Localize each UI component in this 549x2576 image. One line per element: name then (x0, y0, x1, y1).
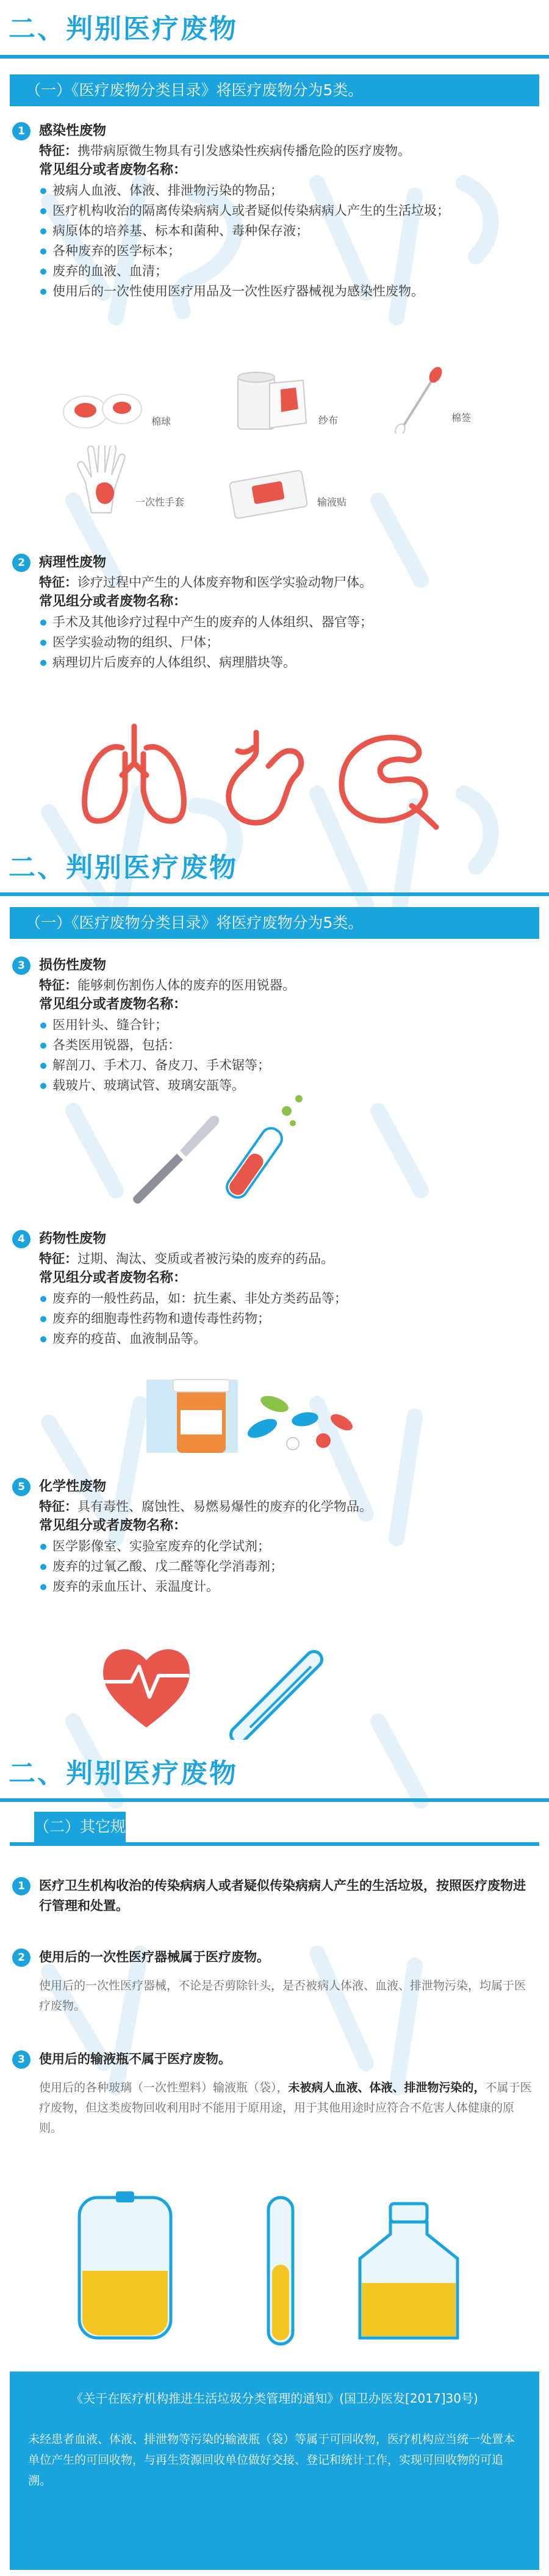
scalpel-icon (133, 1116, 219, 1204)
infusion-containers-illustration (73, 2191, 476, 2350)
section-divider-2 (0, 892, 549, 896)
components-list (39, 1289, 537, 1349)
number-badge: 3 (12, 2050, 30, 2069)
glove-illustration (73, 446, 140, 519)
section-divider-1 (0, 55, 549, 59)
list-item: 各种废弃的医学标本； (39, 241, 537, 261)
chemical-illustration (98, 1624, 439, 1740)
category-pharmaceutical (12, 1229, 537, 1349)
list-item: 被病人血液、体液、排泄物污染的物品； (39, 181, 537, 201)
category-feature: 特征：过期、淘汰、变质或者被污染的废弃的药品。 (39, 1251, 334, 1266)
number-badge: 3 (12, 957, 30, 975)
components-list (39, 1536, 537, 1597)
number-badge: 4 (12, 1230, 30, 1248)
lungs-icon (85, 726, 184, 821)
heart-monitor-icon (103, 1649, 190, 1728)
caption-infusion-patch: 输液贴 (317, 496, 347, 508)
category-chemical (12, 1477, 537, 1597)
category-feature: 特征：具有毒性、腐蚀性、易燃易爆性的废弃的化学物品。 (39, 1499, 372, 1514)
test-tube-icon (268, 2198, 293, 2344)
section-title-2: 二、判别医疗废物 (9, 852, 238, 883)
medicine-illustration (122, 1361, 427, 1471)
category-feature: 特征：诊疗过程中产生的人体废弃物和医学实验动物尸体。 (39, 575, 372, 590)
section-title-1: 二、判别医疗废物 (9, 13, 238, 45)
list-item: 废弃的一般性药品，如：抗生素、非处方类药品等； (39, 1289, 537, 1309)
category-title: 损伤性废物 (39, 958, 107, 973)
regulation-footer (10, 2372, 539, 2570)
list-item: 废弃的细胞毒性药物和遗传毒性药物； (39, 1309, 537, 1329)
infusion-bag-icon (79, 2191, 171, 2338)
components-list (39, 181, 537, 302)
other-rules-banner (10, 1812, 539, 1866)
list-item: 使用后的一次性使用医疗用品及一次性医疗器械视为感染性废物。 (39, 281, 537, 302)
list-item: 废弃的汞血压计、汞温度计。 (39, 1577, 537, 1597)
section-title-3: 二、判别医疗废物 (9, 1758, 238, 1789)
category-feature: 特征：携带病原微生物具有引发感染性疾病传播危险的医疗废物。 (39, 143, 411, 158)
list-item: 各类医用锐器，包括： (39, 1035, 537, 1055)
components-heading: 常见组分或者废物名称： (39, 594, 187, 609)
number-badge: 1 (12, 1877, 30, 1895)
pathological-icons (73, 714, 476, 830)
infusion-bottle-icon (360, 2204, 458, 2338)
number-badge: 2 (12, 554, 30, 572)
regulation-title: 《关于在医疗机构推进生活垃圾分类管理的通知》(国卫办医发[2017]30号) (71, 2391, 478, 2406)
components-list (39, 612, 537, 673)
list-item: 医用针头、缝合针； (39, 1015, 537, 1035)
section-divider-3 (0, 1798, 549, 1802)
list-item: 废弃的疫苗、血液制品等。 (39, 1329, 537, 1349)
number-badge: 5 (12, 1478, 30, 1496)
rule-2 (12, 1947, 537, 2016)
regulation-body: 未经患者血液、体液、排泄物等污染的输液瓶（袋）等属于可回收物，医疗机构应当统一处置本单位产生的可回收物，与再生资源回收单位做好交接、登记和统计工作，实现可回收物的可追溯。 (28, 2433, 515, 2487)
list-item: 废弃的血液、血清； (39, 261, 537, 281)
rule-title: 医疗卫生机构收治的传染病病人或者疑似传染病病人产生的生活垃圾，按照医疗废物进行管理和处置。 (39, 1878, 526, 1913)
rule-title: 使用后的输液瓶不属于医疗废物。 (39, 2052, 231, 2066)
category-title: 感染性废物 (39, 123, 107, 139)
rule-text: 使用后的各种玻璃（一次性塑料）输液瓶（袋），未被病人血液、体液、排泄物污染的，不属于医疗废物，但这类废物回收利用时不能用于原用途，用于其他用途时应符合不危害人体健康的原则。 (39, 2081, 532, 2135)
gauze-illustration (232, 365, 311, 438)
caption-gauze: 纱布 (318, 414, 339, 426)
thermometer-icon (228, 1648, 325, 1740)
caption-glove: 一次性手套 (135, 496, 185, 508)
list-item: 医学实验动物的组织、尸体； (39, 632, 537, 653)
category-infectious (12, 121, 537, 302)
components-heading: 常见组分或者废物名称： (39, 1518, 187, 1533)
category-title: 病理性废物 (39, 555, 107, 570)
stomach-icon (229, 733, 301, 823)
rule-title: 使用后的一次性医疗器械属于医疗废物。 (39, 1950, 270, 1964)
components-heading: 常见组分或者废物名称： (39, 997, 187, 1012)
infusion-patch-illustration (226, 464, 311, 519)
caption-cotton-ball: 棉球 (151, 416, 171, 427)
kidney-icon (342, 737, 436, 827)
category-feature: 特征：能够刺伤割伤人体的废弃的医用锐器。 (39, 978, 295, 993)
list-item: 解剖刀、手术刀、备皮刀、手术锯等； (39, 1055, 537, 1076)
category-banner-2: （一）《医疗废物分类目录》将医疗废物分为5类。 (10, 907, 539, 939)
category-sharps (12, 955, 537, 1096)
list-item: 医学影像室、实验室废弃的化学试剂； (39, 1536, 537, 1557)
cotton-ball-illustration (61, 378, 146, 433)
caption-cotton-swab: 棉签 (451, 412, 472, 424)
list-item: 载玻片、玻璃试管、玻璃安瓿等。 (39, 1076, 537, 1096)
rule-3 (12, 2049, 537, 2138)
components-heading: 常见组分或者废物名称： (39, 162, 187, 178)
other-rules-bar (10, 1842, 539, 1846)
list-item: 废弃的过氧乙酸、戊二醛等化学消毒剂； (39, 1557, 537, 1577)
category-title: 药物性废物 (39, 1231, 107, 1246)
cotton-swab-illustration (390, 360, 451, 433)
other-rules-tab: （二）其它规定 (34, 1812, 126, 1842)
rule-1 (12, 1876, 537, 1916)
list-item: 医疗机构收治的隔离传染病病人或者疑似传染病病人产生的生活垃圾； (39, 201, 537, 221)
sharps-illustration (122, 1087, 317, 1209)
rule-text: 使用后的一次性医疗器械，不论是否剪除针头，是否被病人体液、血液、排泄物污染，均属于医疗废物。 (39, 1979, 526, 2013)
components-heading: 常见组分或者废物名称： (39, 1270, 187, 1286)
category-banner-1: （一）《医疗废物分类目录》将医疗废物分为5类。 (10, 74, 539, 106)
number-badge: 1 (12, 122, 30, 140)
list-item: 病原体的培养基、标本和菌种、毒种保存液； (39, 221, 537, 241)
test-tube-icon (223, 1095, 303, 1201)
category-title: 化学性废物 (39, 1479, 107, 1494)
components-list (39, 1015, 537, 1096)
number-badge: 2 (12, 1948, 30, 1967)
list-item: 病理切片后废弃的人体组织、病理腊块等。 (39, 653, 537, 673)
list-item: 手术及其他诊疗过程中产生的废弃的人体组织、器官等； (39, 612, 537, 632)
category-pathological (12, 552, 537, 673)
